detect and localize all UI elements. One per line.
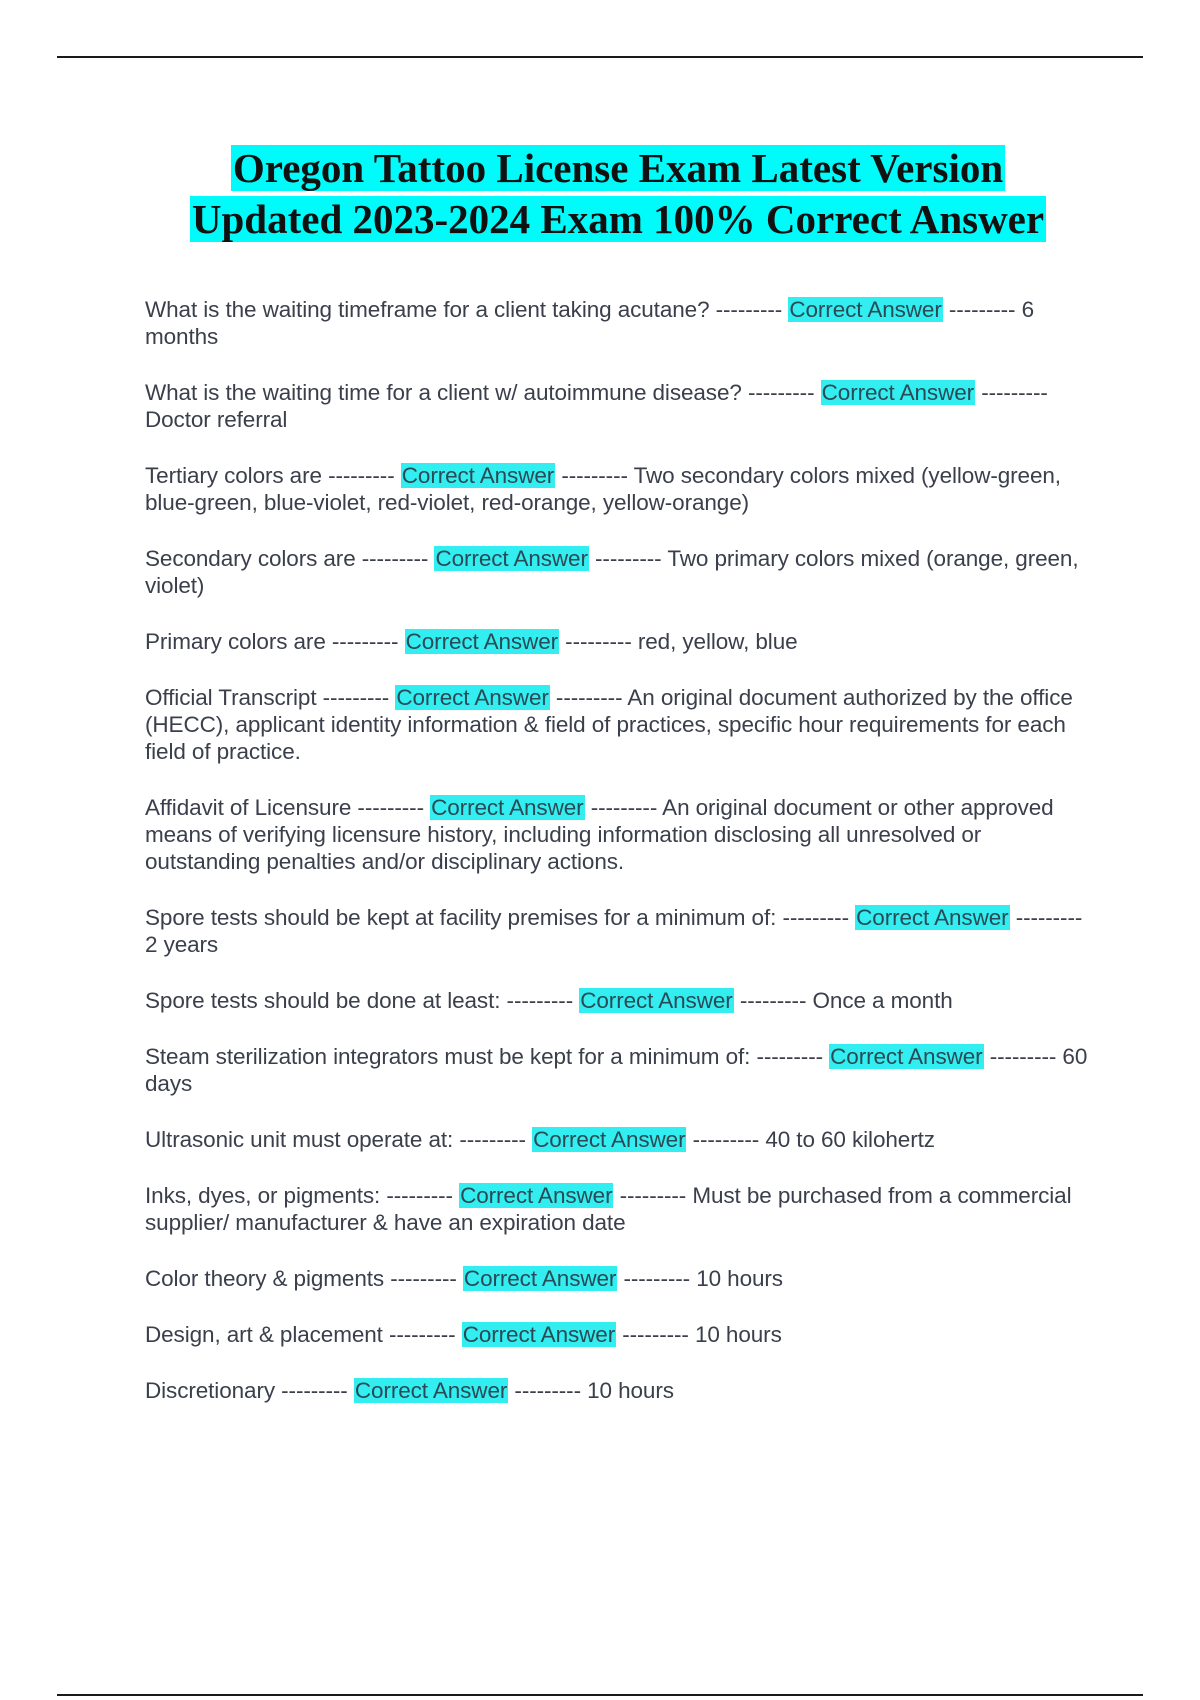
separator: ---------	[555, 685, 623, 710]
separator: ---------	[506, 988, 574, 1013]
correct-answer-highlight: Correct Answer	[462, 1322, 616, 1347]
separator: ---------	[739, 988, 807, 1013]
separator: ---------	[322, 685, 390, 710]
answer: Doctor referral	[145, 407, 288, 432]
qa-item	[145, 1126, 1090, 1153]
correct-answer-highlight: Correct Answer	[435, 546, 588, 571]
qa-item	[145, 628, 1090, 655]
answer: 10 hours	[694, 1322, 782, 1347]
separator: ---------	[619, 1183, 687, 1208]
qa-item	[145, 379, 1090, 433]
answer: 40 to 60 kilohertz	[765, 1127, 935, 1152]
correct-answer-highlight: Correct Answer	[463, 1266, 617, 1291]
question: Spore tests should be kept at facility premises for a minimum of:	[145, 905, 777, 930]
separator: ---------	[692, 1127, 760, 1152]
correct-answer-highlight: Correct Answer	[460, 1183, 613, 1208]
qa-item	[145, 1265, 1090, 1292]
answer: 10 hours	[696, 1266, 783, 1291]
question: Official Transcript	[145, 685, 317, 710]
correct-answer-highlight: Correct Answer	[431, 795, 584, 820]
question: Discretionary	[145, 1378, 275, 1403]
answer: An original document or other approved means of verifying licensure history, including information disclosing all unresolved or outstanding penalties and/or disciplinary actions.	[145, 795, 1054, 874]
question: Steam sterilization integrators must be kept for a minimum of:	[145, 1044, 751, 1069]
question: Secondary colors are	[145, 546, 356, 571]
qa-list	[145, 296, 1090, 1433]
question: Spore tests should be done at least:	[145, 988, 501, 1013]
correct-answer-highlight: Correct Answer	[401, 463, 555, 488]
separator: ---------	[565, 629, 632, 654]
separator: ---------	[756, 1044, 823, 1069]
qa-item	[145, 1043, 1090, 1097]
question: Tertiary colors are	[145, 463, 322, 488]
separator: ---------	[989, 1044, 1057, 1069]
separator: ---------	[590, 795, 658, 820]
document-title	[0, 143, 1200, 245]
question: Design, art & placement	[145, 1322, 383, 1347]
question: Affidavit of Licensure	[145, 795, 352, 820]
question: What is the waiting time for a client w/ autoimmune disease?	[145, 380, 742, 405]
correct-answer-highlight: Correct Answer	[396, 685, 549, 710]
separator: ---------	[514, 1378, 581, 1403]
qa-item	[145, 1182, 1090, 1236]
qa-item	[145, 794, 1090, 875]
answer: red, yellow, blue	[637, 629, 798, 654]
answer: 10 hours	[587, 1378, 674, 1403]
title-line-1: Oregon Tattoo License Exam Latest Version	[232, 145, 1004, 191]
question: Color theory & pigments	[145, 1266, 385, 1291]
qa-item	[145, 545, 1090, 599]
separator: ---------	[361, 546, 429, 571]
separator: ---------	[782, 905, 849, 930]
answer: An original document authorized by the office (HECC), applicant identity information & field of practices, specific hour requirements for each field of practice.	[145, 685, 1073, 764]
question: Inks, dyes, or pigments:	[145, 1183, 381, 1208]
qa-item	[145, 1377, 1090, 1404]
answer: 2 years	[145, 932, 219, 957]
qa-item	[145, 462, 1090, 516]
separator: ---------	[386, 1183, 453, 1208]
separator: ---------	[1015, 905, 1083, 930]
separator: ---------	[747, 380, 815, 405]
answer: 6 months	[145, 297, 1035, 349]
correct-answer-highlight: Correct Answer	[830, 1044, 983, 1069]
answer: Two primary colors mixed (orange, green, violet)	[145, 546, 1079, 598]
separator: ---------	[390, 1266, 457, 1291]
separator: ---------	[388, 1322, 456, 1347]
separator: ---------	[622, 1322, 689, 1347]
correct-answer-highlight: Correct Answer	[405, 629, 559, 654]
separator: ---------	[715, 297, 783, 322]
question: What is the waiting timeframe for a client taking acutane?	[145, 297, 710, 322]
title-line-2: Updated 2023-2024 Exam 100% Correct Answer	[191, 196, 1045, 242]
correct-answer-highlight: Correct Answer	[533, 1127, 686, 1152]
qa-item	[145, 296, 1090, 350]
correct-answer-highlight: Correct Answer	[580, 988, 733, 1013]
qa-item	[145, 987, 1090, 1014]
answer: Once a month	[812, 988, 953, 1013]
separator: ---------	[331, 629, 399, 654]
question: Primary colors are	[145, 629, 326, 654]
answer: 60 days	[145, 1044, 1088, 1096]
qa-item	[145, 904, 1090, 958]
separator: ---------	[595, 546, 662, 571]
separator: ---------	[561, 463, 628, 488]
answer: Must be purchased from a commercial supplier/ manufacturer & have an expiration date	[145, 1183, 1072, 1235]
separator: ---------	[948, 297, 1016, 322]
correct-answer-highlight: Correct Answer	[821, 380, 975, 405]
separator: ---------	[459, 1127, 526, 1152]
question: Ultrasonic unit must operate at:	[145, 1127, 454, 1152]
separator: ---------	[623, 1266, 691, 1291]
answer: Two secondary colors mixed (yellow-green, blue-green, blue-violet, red-violet, red-orange, yellow-orange)	[145, 463, 1061, 515]
qa-item	[145, 684, 1090, 765]
qa-item	[145, 1321, 1090, 1348]
bottom-divider	[57, 1694, 1143, 1696]
separator: ---------	[328, 463, 395, 488]
separator: ---------	[357, 795, 424, 820]
correct-answer-highlight: Correct Answer	[856, 905, 1009, 930]
separator: ---------	[981, 380, 1048, 405]
correct-answer-highlight: Correct Answer	[789, 297, 942, 322]
top-divider	[57, 56, 1143, 58]
separator: ---------	[281, 1378, 348, 1403]
correct-answer-highlight: Correct Answer	[354, 1378, 508, 1403]
